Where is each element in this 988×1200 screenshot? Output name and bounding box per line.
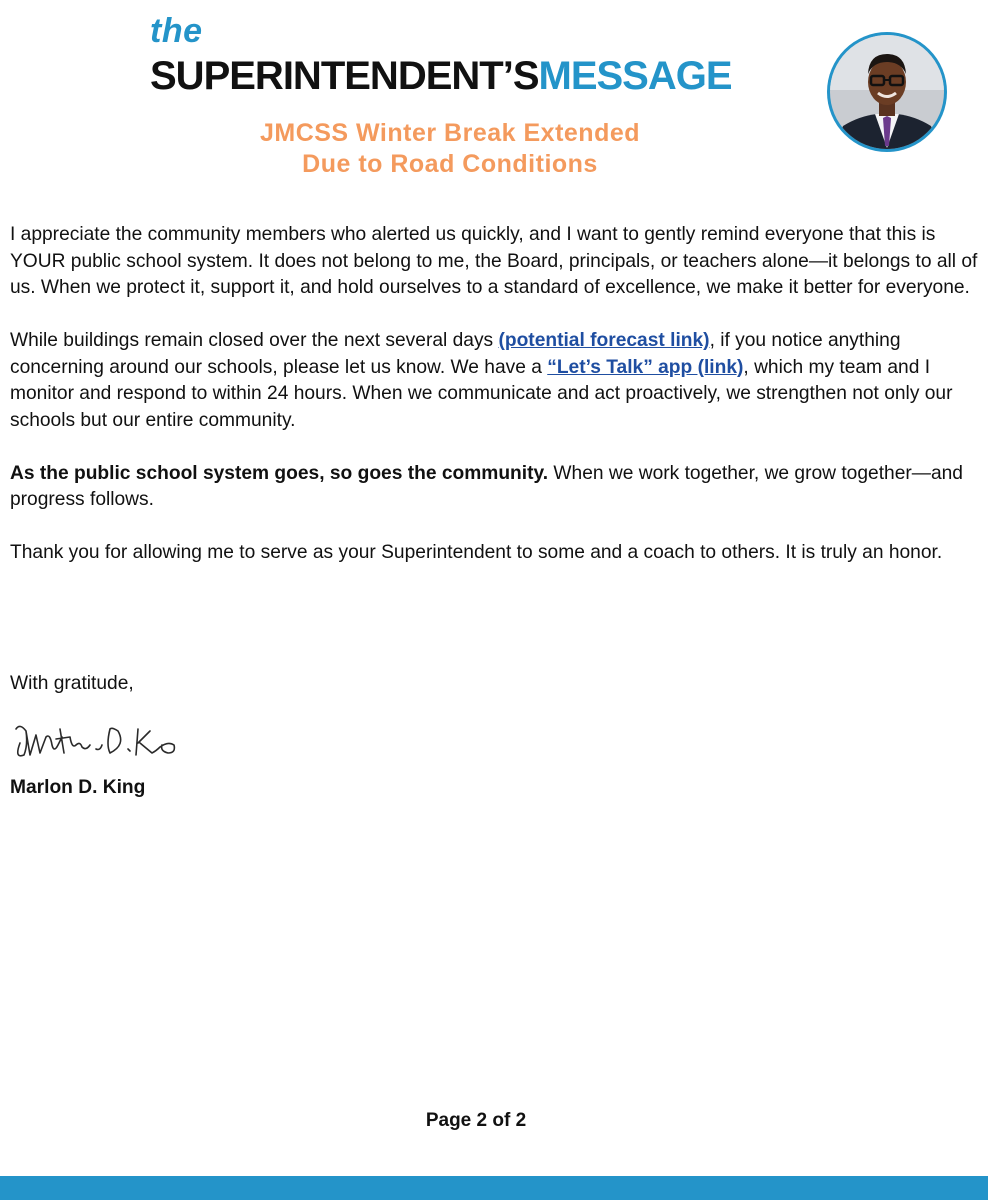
page-number: Page 2 of 2 [425,1110,527,1131]
paragraph-3 [10,461,978,514]
paragraph-2-text-b: , if you notice anything concerning around our schools, please let us know. We have a [10,330,901,378]
lets-talk-app-link[interactable]: “Let’s Talk” app (link) [547,356,744,378]
brand-the: the [150,12,203,50]
letter-body [10,222,978,593]
brand-title [150,54,732,99]
footer-bar [0,1176,988,1200]
paragraph-3-text: When we work together, we grow together—and progress follows. [10,462,963,510]
paragraph-2-text-c: , which my team and I monitor and respond to within 24 hours. When we communicate and act proactively, we strengthen not only our schools but our entire community. [10,356,953,431]
headline-line-2: Due to Road Conditions [302,150,598,178]
signer-name: Marlon D. King [10,777,146,798]
headline [150,118,750,180]
superintendent-portrait [825,30,949,154]
paragraph-1: I appreciate the community members who alerted us quickly, and I want to gently remind everyone that this is YOUR public school system. It does not belong to me, the Board, principals, or teachers alone—it belongs to all of us. When we protect it, support it, and hold ourselves to a standard of excellence, we make it better for everyone. [10,224,978,298]
brand-message: MESSAGE [538,54,732,98]
brand-superintendents: SUPERINTENDENT’S [150,54,539,98]
paragraph-3-bold: As the public school system goes, so goes the community. [10,462,549,484]
paragraph-4: Thank you for allowing me to serve as your Superintendent to some and a coach to others. It is truly an honor. [10,542,943,563]
paragraph-2-text-a: While buildings remain closed over the next several days [10,330,499,351]
signature [10,715,190,765]
closing-salutation: With gratitude, [10,673,134,694]
forecast-link[interactable]: (potential forecast link) [498,330,710,351]
paragraph-2 [10,328,978,434]
headline-line-1: JMCSS Winter Break Extended [259,119,641,147]
